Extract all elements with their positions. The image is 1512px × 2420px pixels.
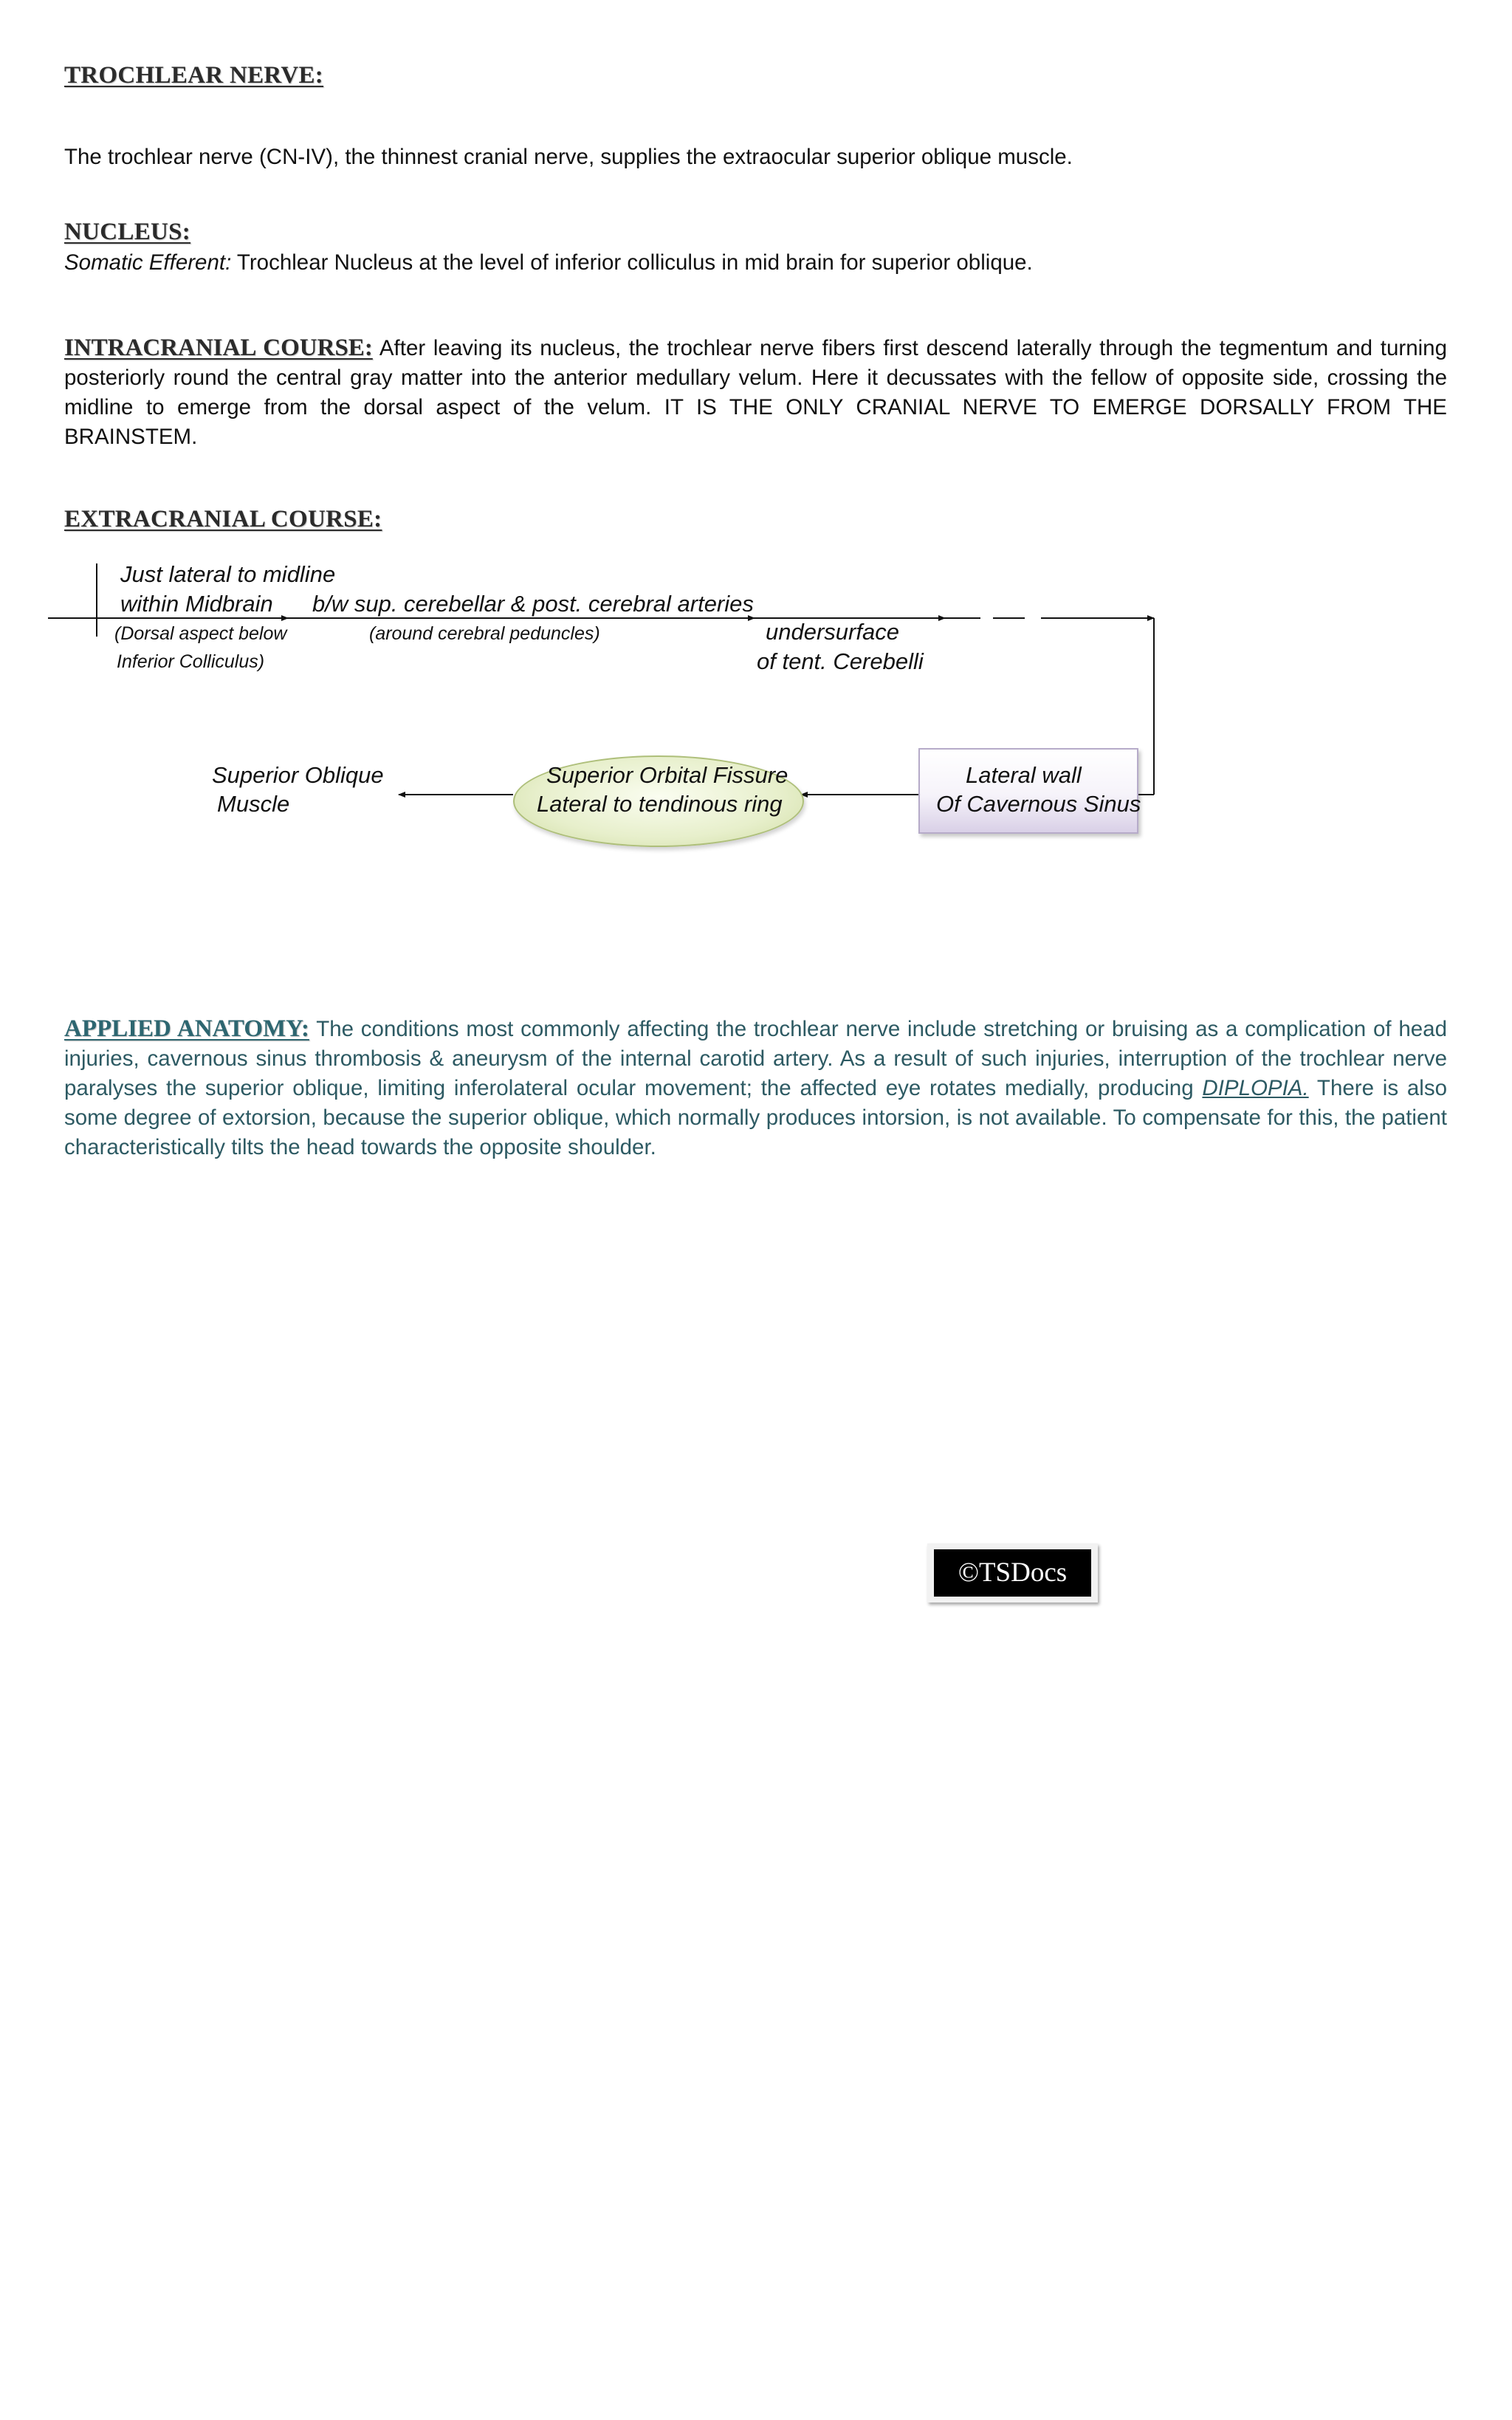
nucleus-text: Trochlear Nucleus at the level of inferior colliculus in mid brain for superior oblique. — [231, 250, 1033, 275]
intracranial-heading: INTRACRANIAL COURSE: — [64, 335, 373, 361]
copyright-badge — [927, 1543, 1098, 1603]
page-title: TROCHLEAR NERVE: — [64, 62, 324, 89]
arteries-label: b/w sup. cerebellar & post. cerebral arteries — [312, 591, 754, 617]
diplopia-term: DIPLOPIA. — [1202, 1076, 1309, 1100]
applied-text-part2: There is also some degree of extorsion, because the superior oblique, which normally produces intorsion, is not available. To compensate for this, the patient characteristically tilts the head towards the opposite shoulder. — [64, 1076, 1447, 1159]
copyright-text: ©TSDocs — [934, 1549, 1091, 1597]
nucleus-heading: NUCLEUS: — [64, 219, 191, 245]
muscle-label-line2: Muscle — [217, 791, 290, 817]
midbrain-label-line1: Just lateral to midline — [120, 561, 336, 587]
tentorium-label-line2: of tent. Cerebelli — [757, 648, 924, 674]
diagram-connectors — [0, 0, 1512, 886]
muscle-label-line1: Superior Oblique — [212, 762, 384, 788]
sinus-label-line2: Of Cavernous Sinus — [936, 791, 1141, 817]
midbrain-label-line2: within Midbrain — [120, 591, 273, 617]
intro-paragraph: The trochlear nerve (CN-IV), the thinnest cranial nerve, supplies the extraocular superior oblique muscle. — [64, 145, 1073, 169]
midbrain-sublabel-line2: Inferior Colliculus) — [117, 651, 265, 672]
applied-anatomy-heading: APPLIED ANATOMY: — [64, 1015, 309, 1042]
arteries-sublabel: (around cerebral peduncles) — [369, 623, 600, 644]
applied-text-part1: The conditions most commonly affecting the trochlear nerve include stretching or bruising as a complication of head injuries, cavernous sinus thrombosis & aneurysm of the internal carotid artery. As a result of such injuries, interruption of the trochlear nerve paralyses the superior oblique, limiting inferolateral ocular movement; the affected eye rotates medially, producing — [64, 1017, 1447, 1100]
sinus-label-line1: Lateral wall — [966, 762, 1082, 788]
midbrain-sublabel-line1: (Dorsal aspect below — [114, 623, 287, 644]
applied-anatomy-paragraph — [64, 1014, 1447, 1162]
fissure-label-line2: Lateral to tendinous ring — [537, 791, 783, 817]
extracranial-heading: EXTRACRANIAL COURSE: — [64, 506, 382, 532]
intracranial-text: After leaving its nucleus, the trochlear nerve fibers first descend laterally through the tegmentum and turning posteriorly round the central gray matter into the anterior medullary velum. Here it decussates with the fellow of opposite side, crossing the midline to emerge from the dorsal aspect of the velum. IT IS THE ONLY CRANIAL NERVE TO EMERGE DORSALLY FROM THE BRAINSTEM. — [64, 336, 1447, 449]
nucleus-label: Somatic Efferent: — [64, 250, 232, 275]
tentorium-label-line1: undersurface — [766, 619, 899, 645]
fissure-label-line1: Superior Orbital Fissure — [546, 762, 788, 788]
